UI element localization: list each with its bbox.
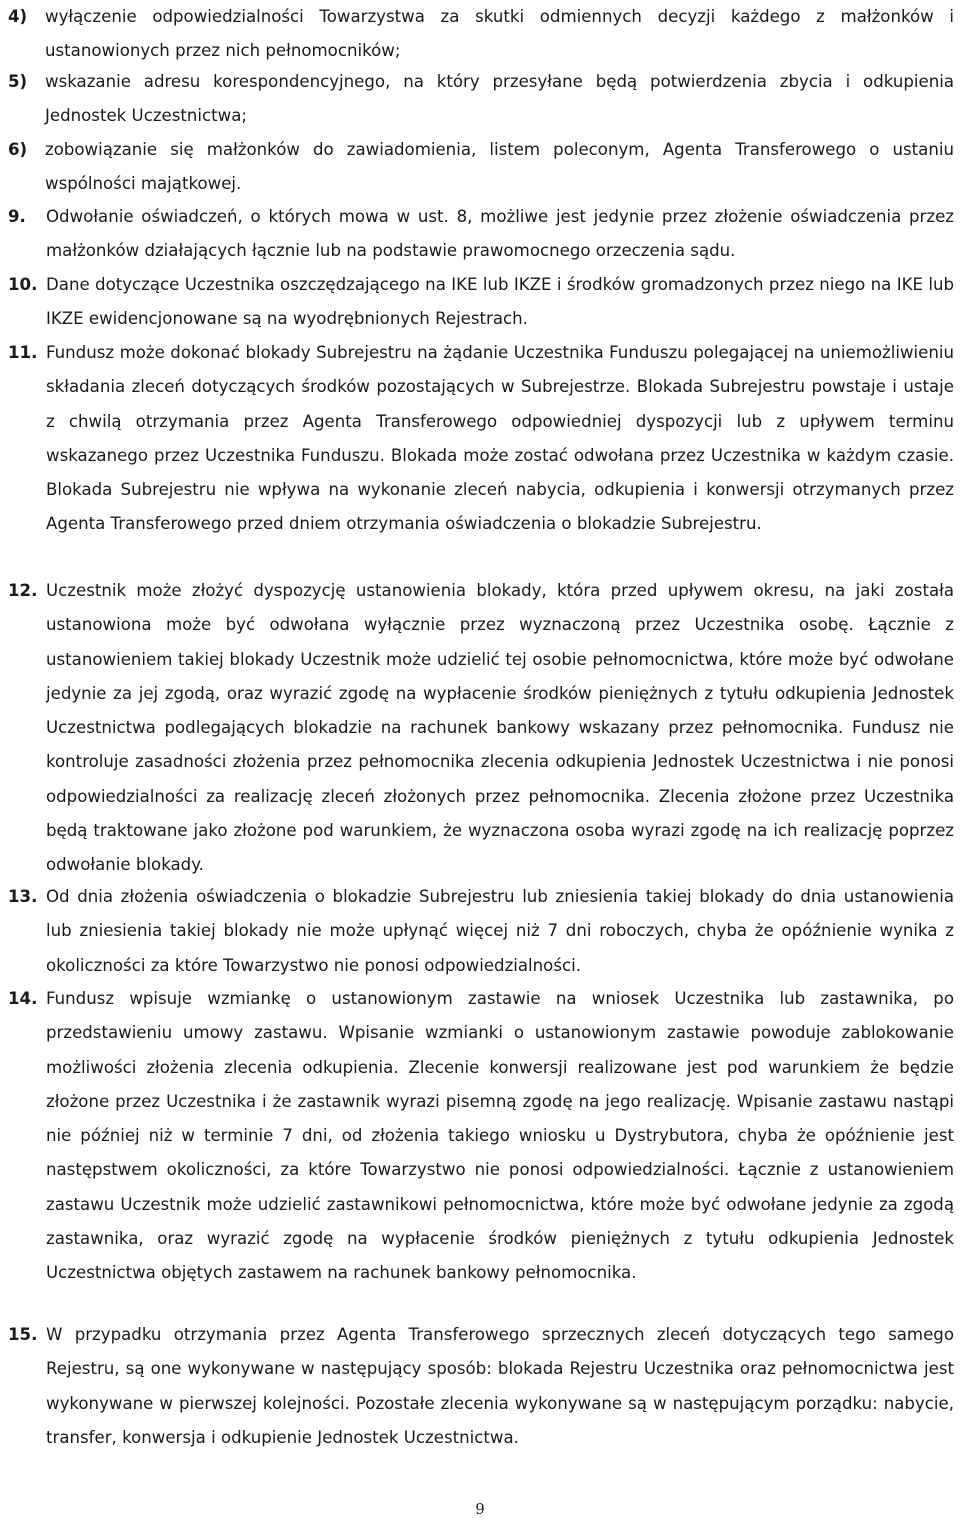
item-text: Uczestnik może złożyć dyspozycję ustanowienia blokady, która przed upływem okresu, na jaki została ustanowiona może być odwołana wyłącznie przez wyznaczoną przez Uczestnika osobę. Łącznie z ustanowieniem takiej blokady Uczestnik może udzielić tej osobie pełnomocnictwa, które może być odwołane jedynie za jej zgodą, oraz wyrazić zgodę na wypłacenie środków pieniężnych z tytułu odkupienia Jednostek Uczestnictwa podlegających blokadzie na rachunek bankowy wskazany przez pełnomocnika. Fundusz nie kontroluje zasadności złożenia przez pełnomocnika zlecenia odkupienia Jednostek Uczestnictwa i nie ponosi odpowiedzialności za realizację zleceń złożonych przez pełnomocnika. Zlecenia złożone przez Uczestnika będą traktowane jako złożone pod warunkiem, że wyznaczona osoba wyrazi zgodę na ich realizację poprzez odwołanie blokady. (46, 581, 954, 875)
list-item (8, 0, 954, 69)
list-item (8, 336, 954, 542)
list-item (8, 1318, 954, 1455)
item-text: W przypadku otrzymania przez Agenta Transferowego sprzecznych zleceń dotyczących tego samego Rejestru, są one wykonywane w następujący sposób: blokada Rejestru Uczestnika oraz pełnomocnictwa jest wykonywane w pierwszej kolejności. Pozostałe zlecenia wykonywane są w następującym porządku: nabycie, transfer, konwersja i odkupienie Jednostek Uczestnictwa. (46, 1325, 954, 1447)
page-number: 9 (475, 1500, 485, 1518)
item-text: Fundusz wpisuje wzmiankę o ustanowionym zastawie na wniosek Uczestnika lub zastawnika, po przedstawieniu umowy zastawu. Wpisanie wzmianki o ustanowionym zastawie powoduje zablokowanie możliwości złożenia zlecenia odkupienia. Zlecenie konwersji realizowane jest pod warunkiem że będzie złożone przez Uczestnika i że zastawnik wyrazi pisemną zgodę na jego realizację. Wpisanie zastawu nastąpi nie później niż w terminie 7 dni, od złożenia takiego wniosku u Dystrybutora, chyba że opóźnienie jest następstwem okoliczności, za które Towarzystwo nie ponosi odpowiedzialności. Łącznie z ustanowieniem zastawu Uczestnik może udzielić zastawnikowi pełnomocnictwa, które może być odwołane jedynie za zgodą zastawnika, oraz wyrazić zgodę na wypłacenie środków pieniężnych z tytułu odkupienia Jednostek Uczestnictwa objętych zastawem na rachunek bankowy pełnomocnika. (46, 989, 954, 1283)
list-item (8, 982, 954, 1291)
list-item (8, 268, 954, 337)
item-number: 9. (8, 207, 26, 226)
item-text: zobowiązanie się małżonków do zawiadomienia, listem poleconym, Agenta Transferowego o ustaniu wspólności majątkowej. (45, 140, 954, 194)
item-number: 15. (8, 1325, 38, 1344)
item-number: 5) (8, 72, 28, 91)
item-number: 10. (8, 275, 38, 294)
item-number: 13. (8, 887, 38, 906)
item-number: 11. (8, 343, 38, 362)
list-item (8, 65, 954, 134)
item-text: Od dnia złożenia oświadczenia o blokadzie Subrejestru lub zniesienia takiej blokady do dnia ustanowienia lub zniesienia takiej blokady nie może upłynąć więcej niż 7 dni roboczych, chyba że opóźnienie wynika z okoliczności za które Towarzystwo nie ponosi odpowiedzialności. (46, 887, 954, 975)
list-item (8, 200, 954, 269)
item-text: wyłączenie odpowiedzialności Towarzystwa za skutki odmiennych decyzji każdego z małżonków i ustanowionych przez nich pełnomocników; (45, 7, 954, 61)
list-item (8, 133, 954, 202)
list-item (8, 574, 954, 883)
list-item (8, 880, 954, 983)
item-text: Fundusz może dokonać blokady Subrejestru na żądanie Uczestnika Funduszu polegającej na uniemożliwieniu składania zleceń dotyczących środków pozostających w Subrejestrze. Blokada Subrejestru powstaje i ustaje z chwilą otrzymania przez Agenta Transferowego odpowiedniej dyspozycji lub z upływem terminu wskazanego przez Uczestnika Funduszu. Blokada może zostać odwołana przez Uczestnika w każdym czasie. Blokada Subrejestru nie wpływa na wykonanie zleceń nabycia, odkupienia i konwersji otrzymanych przez Agenta Transferowego przed dniem otrzymania oświadczenia o blokadzie Subrejestru. (46, 343, 954, 534)
item-number: 12. (8, 581, 38, 600)
item-number: 4) (8, 7, 28, 26)
item-number: 14. (8, 989, 38, 1008)
item-text: Odwołanie oświadczeń, o których mowa w ust. 8, możliwe jest jedynie przez złożenie oświadczenia przez małżonków działających łącznie lub na podstawie prawomocnego orzeczenia sądu. (46, 207, 954, 261)
item-number: 6) (8, 140, 28, 159)
item-text: wskazanie adresu korespondencyjnego, na który przesyłane będą potwierdzenia zbycia i odkupienia Jednostek Uczestnictwa; (45, 72, 954, 126)
item-text: Dane dotyczące Uczestnika oszczędzającego na IKE lub IKZE i środków gromadzonych przez niego na IKE lub IKZE ewidencjonowane są na wyodrębnionych Rejestrach. (46, 275, 954, 329)
